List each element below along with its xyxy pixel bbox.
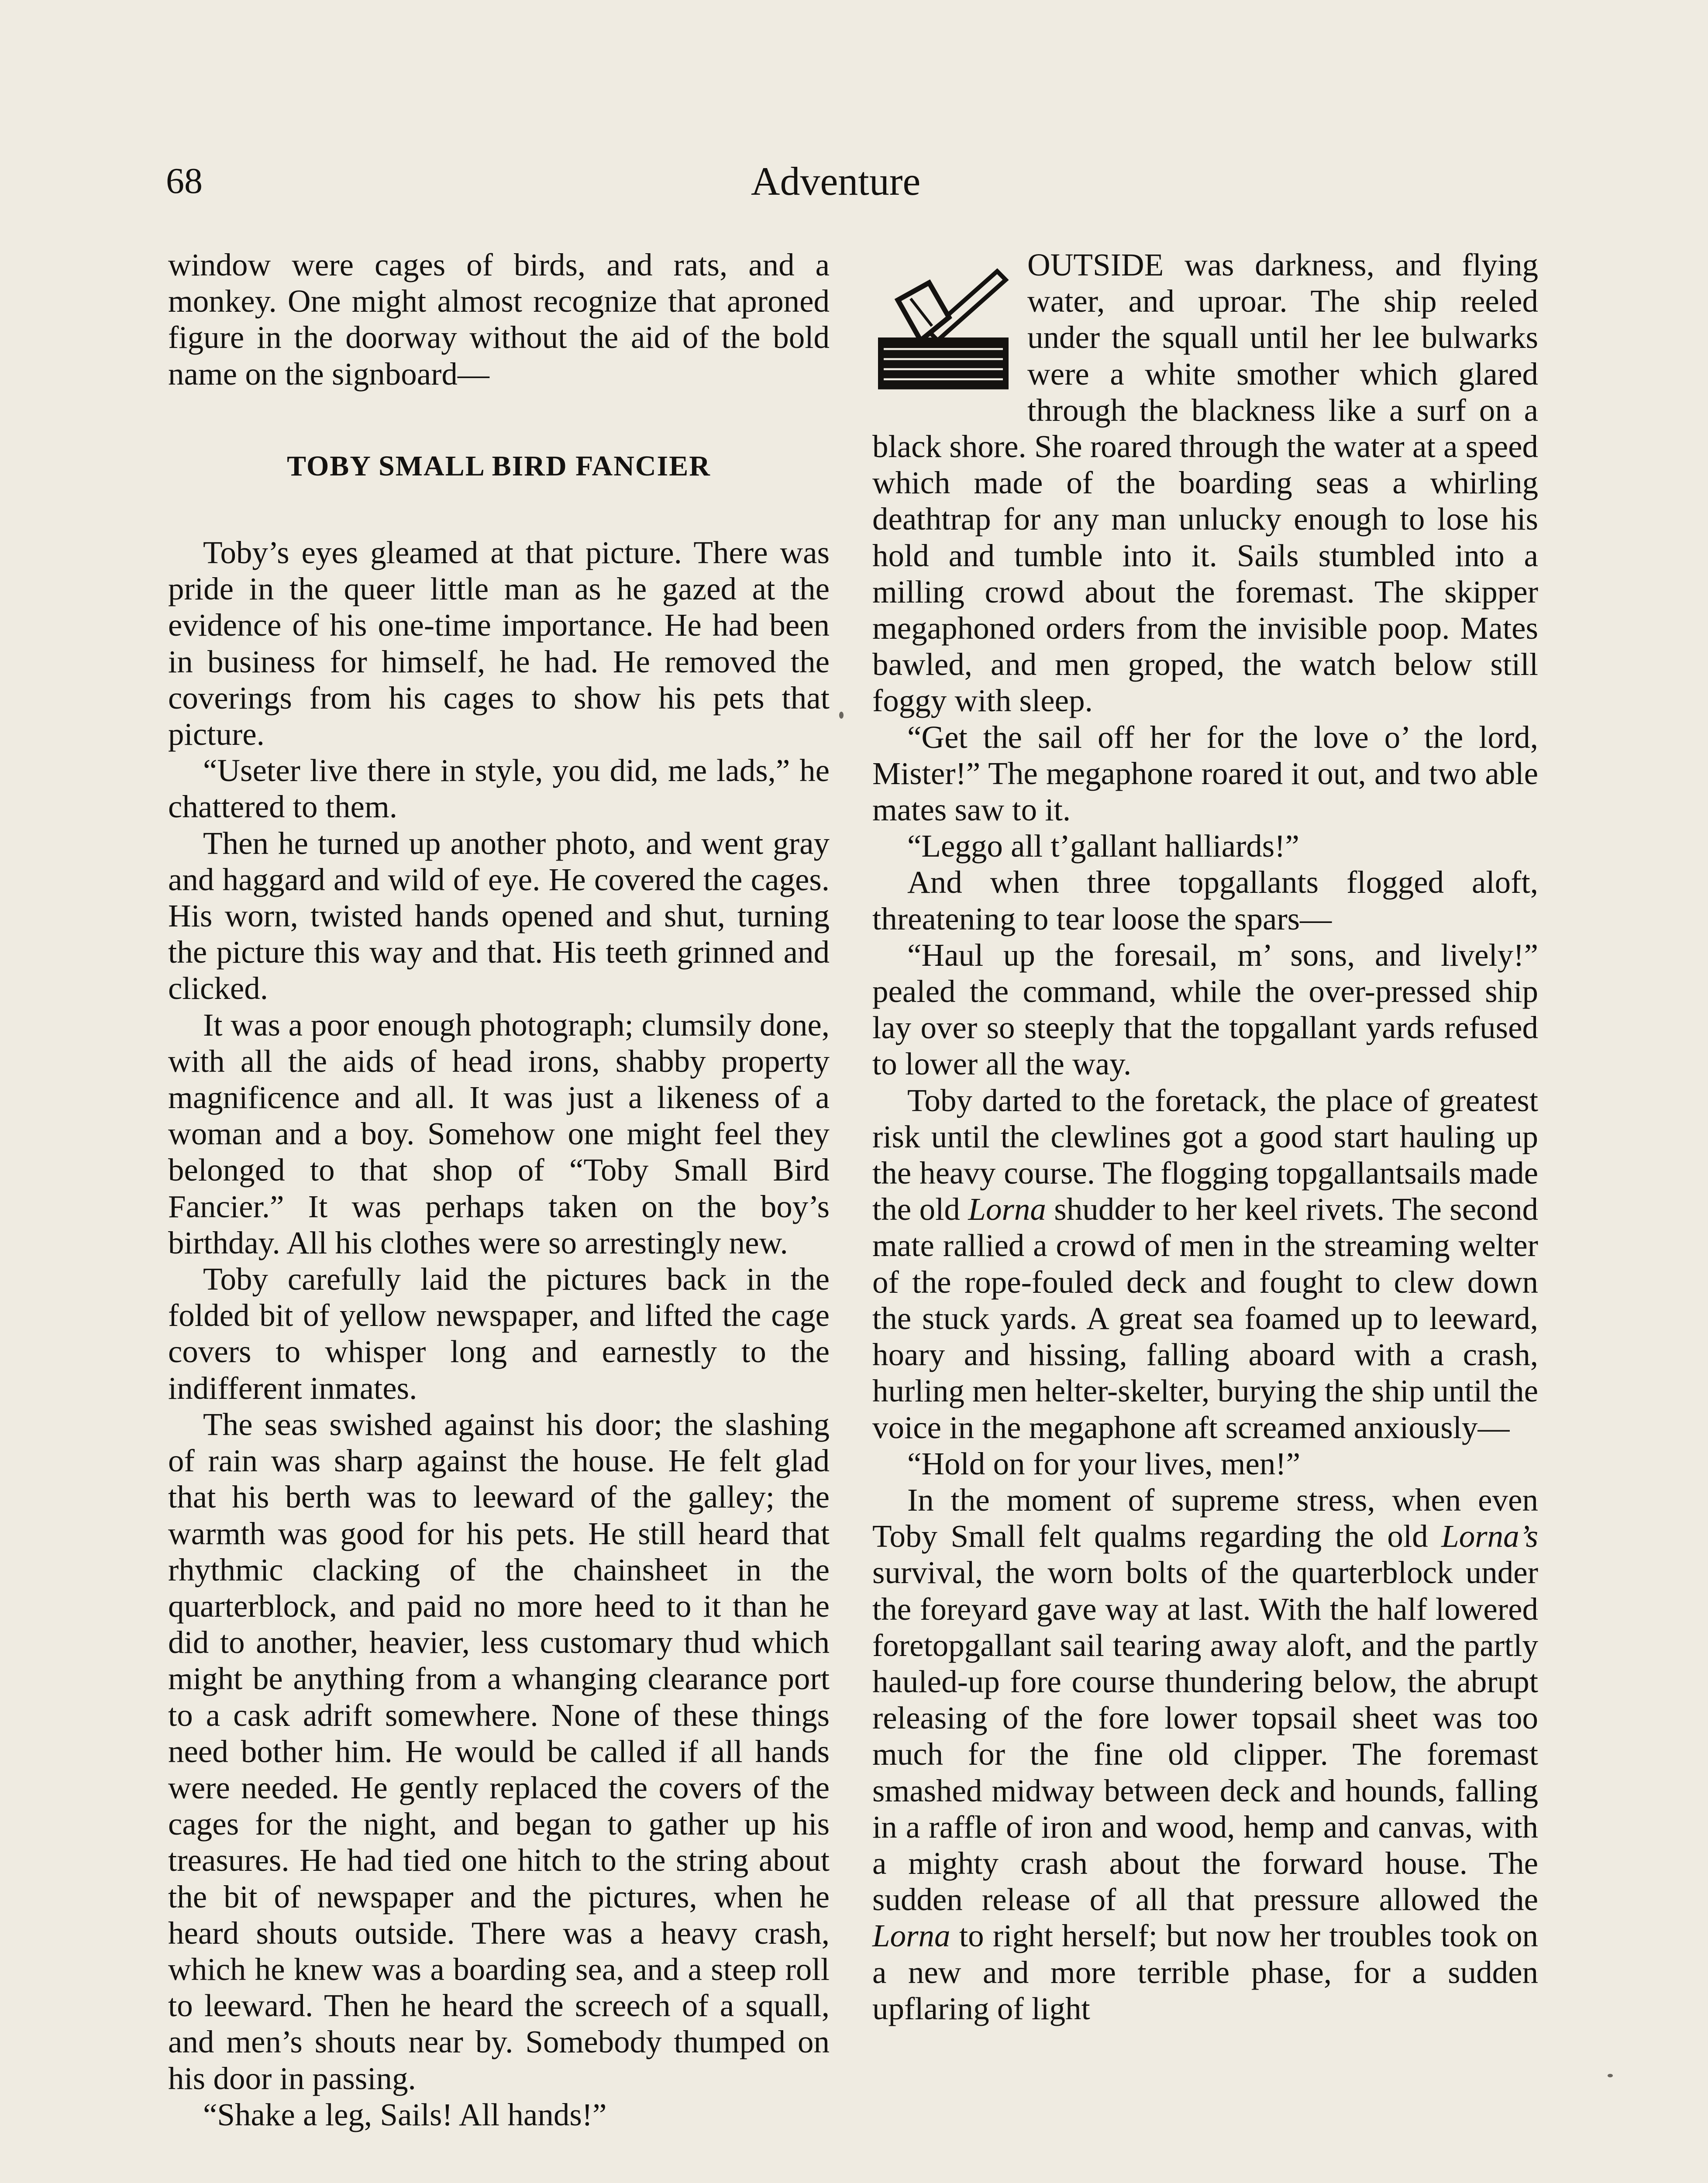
- paragraph: “Useter live there in style, you did, me lads,” he chattered to them.: [168, 753, 830, 825]
- text-run: to right herself; but now her troubles took on a new and more terrible phase, for a sudden upflaring of light: [872, 1918, 1538, 2026]
- paragraph: The seas swished against his door; the slashing of rain was sharp against the house. He felt glad that his berth was to leeward of the galley; the warmth was good for his pets. He still heard that rhythmic clacking of the chainsheet in the quarterblock, and paid no more heed to it than he did to another, heavier, less customary thud which might be anything from a whanging clearance port to a cask adrift somewhere. None of these things need bother him. He would be called if all hands were needed. He gently replaced the covers of the cages for the night, and began to gather up his treasures. He had tied one hitch to the string about the bit of newspaper and the pictures, when he heard shouts outside. There was a heavy crash, which he knew was a boarding sea, and a steep roll to leeward. Then he heard the screech of a squall, and men’s shouts near by. Somebody thumped on his door in passing.: [168, 1406, 830, 2096]
- paragraph: “Haul up the foresail, m’ sons, and lively!” pealed the command, while the over-pressed ship lay over so steeply that the topgallant yards refused to lower all the way.: [872, 937, 1538, 1082]
- running-title: Adventure: [751, 159, 921, 203]
- text-run: survival, the worn bolts of the quarterblock under the foreyard gave way at last. With the half lowered foretopgallant sail tearing away aloft, and the partly hauled-up fore course thundering below, the abrupt releasing of the fore lower topsail sheet was too much for the fine old clipper. The foremast smashed midway between deck and hounds, falling in a raffle of iron and wood, hemp and canvas, with a mighty crash about the forward house. The sudden release of all that pressure allowed the: [872, 1555, 1538, 1918]
- ship-name: Lorna: [968, 1191, 1046, 1227]
- paragraph: “Get the sail off her for the love o’ the lord, Mister!” The megaphone roared it out, and two able mates saw to it.: [872, 719, 1538, 828]
- paragraph: [872, 1482, 1538, 2027]
- ship-name: Lorna’s: [1441, 1518, 1538, 1554]
- paragraph: Toby’s eyes gleamed at that picture. There was pride in the queer little man as he gazed at the evidence of his one-time importance. He had been in business for himself, he had. He removed the coverings from his cages to show his pets that picture.: [168, 535, 830, 752]
- paragraph: It was a poor enough photograph; clumsily done, with all the aids of head irons, shabby property magnificence and all. It was just a likeness of a woman and a boy. Somehow one might feel they belonged to that shop of “Toby Small Bird Fancier.” It was perhaps taken on the boy’s birthday. All his clothes were so arrestingly new.: [168, 1007, 830, 1260]
- text-run: In the moment of supreme stress, when even Toby Small felt qualms regarding the old: [872, 1482, 1538, 1554]
- paragraph: “Hold on for your lives, men!”: [907, 1446, 1301, 1481]
- paragraph: [872, 1082, 1538, 1446]
- print-speck: [1608, 2074, 1613, 2077]
- text-run: shudder to her keel rivets. The second mate rallied a crowd of men in the streaming welter of the rope-fouled deck and fought to clew down the stuck yards. A great sea foamed up to leeward, hoary and hissing, falling aboard with a crash, hurling men helter-skelter, burying the ship until the voice in the megaphone aft screamed anxiously—: [872, 1191, 1538, 1445]
- paragraph: “Shake a leg, Sails! All hands!”: [203, 2097, 607, 2132]
- axe-on-block-icon: [872, 251, 1014, 395]
- paragraph: “Leggo all t’gallant halliards!”: [907, 828, 1299, 864]
- right-column: [872, 247, 1538, 2027]
- section-heading: TOBY SMALL BIRD FANCIER: [287, 450, 711, 482]
- left-column: [168, 247, 830, 2133]
- paragraph: OUTSIDE was darkness, and flying water, and uproar. The ship reeled under the squall until her lee bulwarks were a white smother which glared through the blackness like a surf on a black shore. She roared through the water at a speed which made of the boarding seas a whirling deathtrap for any man unlucky enough to lose his hold and tumble into it. Sails stumbled into a milling crowd about the foremast. The skipper megaphoned orders from the invisible poop. Mates bawled, and men groped, the watch below still foggy with sleep.: [872, 247, 1538, 719]
- paragraph: Toby carefully laid the pictures back in the folded bit of yellow newspaper, and lifted the cage covers to whisper long and earnestly to the indifferent inmates.: [168, 1261, 830, 1406]
- text-run: Toby darted to the foretack, the place of greatest risk until the clewlines got a good start hauling up the heavy course. The flogging topgallantsails made the old: [872, 1082, 1538, 1227]
- paragraph: Then he turned up another photo, and went gray and haggard and wild of eye. He covered the cages. His worn, twisted hands opened and shut, turning the picture this way and that. His teeth grinned and clicked.: [168, 825, 830, 1006]
- page-header: [166, 153, 995, 218]
- paragraph: window were cages of birds, and rats, and a monkey. One might almost recognize that aproned figure in the doorway without the aid of the bold name on the signboard—: [168, 247, 830, 392]
- page-number: 68: [166, 161, 203, 201]
- ship-name: Lorna: [872, 1918, 950, 1954]
- paragraph: And when three topgallants flogged aloft, threatening to tear loose the spars—: [872, 864, 1538, 937]
- print-speck: [839, 712, 844, 719]
